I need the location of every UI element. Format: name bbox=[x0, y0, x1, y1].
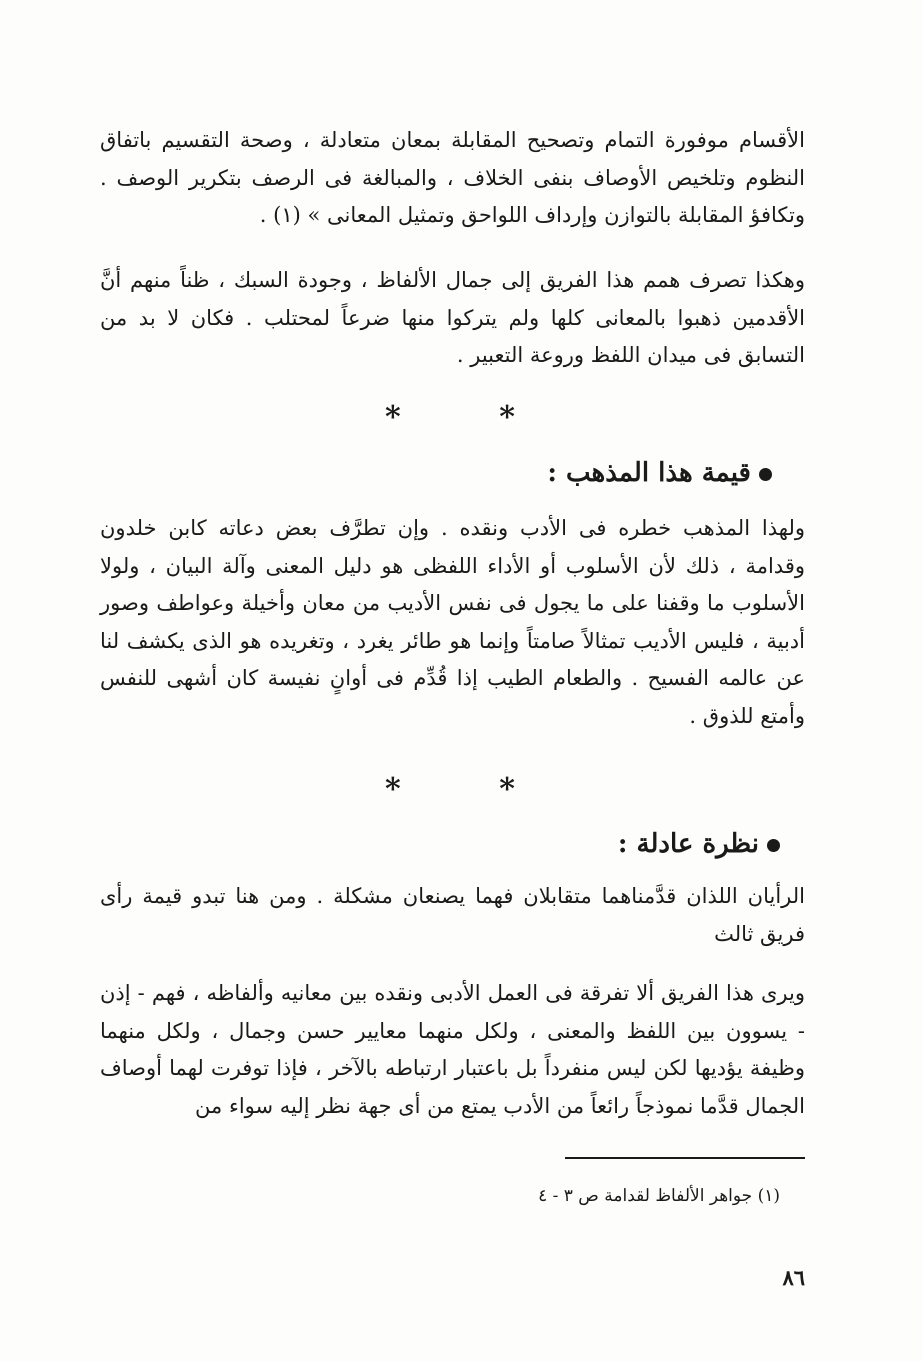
paragraph-intro: الأقسام موفورة التمام وتصحيح المقابلة بمعان متعادلة ، وصحة التقسيم باتفاق النظوم وتلخيص الأوصاف بنفى الخلاف ، والمبالغة فى الرصف بتكرير الوصف . وتكافؤ المقابلة بالتوازن وإرداف اللواحق وتمثيل المعانى » (١) . bbox=[100, 128, 805, 227]
paragraph-hakadha: وهكذا تصرف همم هذا الفريق إلى جمال الألفاظ ، وجودة السبك ، ظناً منهم أنَّ الأقدمين ذهبوا بالمعانى كلها ولم يتركوا منها ضرعاً لمحتلب . فكان لا بد من التسابق فى ميدان اللفظ وروعة التعبير . bbox=[100, 268, 805, 367]
section-separator-1 bbox=[385, 400, 515, 435]
footnote-divider bbox=[565, 1157, 805, 1159]
section-separator-2 bbox=[385, 772, 515, 807]
asterisk-icon: * bbox=[385, 400, 401, 435]
paragraph-value: ولهذا المذهب خطره فى الأدب ونقده . وإن تطرَّف بعض دعاته كابن خلدون وقدامة ، ذلك لأن الأسلوب أو الأداء اللفظى هو دليل المعنى وآلة البيان ، ولولا الأسلوب ما وقفنا على ما يجول فى نفس الأديب من معان وأخيلة وعواطف وصور أدبية ، فليس الأديب تمثالاً صامتاً وإنما هو طائر يغرد ، وتغريده هو الذى يكشف لنا عن عالمه الفسيح . والطعام الطيب إذا قُدِّم فى أوانٍ نفيسة كان أشهى للنفس وأمتع للذوق . bbox=[100, 516, 805, 728]
heading-value-of-school: قيمة هذا المذهب : bbox=[400, 455, 772, 491]
asterisk-icon: * bbox=[385, 772, 401, 807]
asterisk-icon: * bbox=[499, 400, 515, 435]
footnote: (١) جواهر الألفاظ لقدامة ص ٣ - ٤ bbox=[538, 1186, 780, 1206]
bullet-icon bbox=[767, 839, 780, 852]
bullet-icon bbox=[759, 468, 772, 481]
paragraph-third-group: ويرى هذا الفريق ألا تفرقة فى العمل الأدبى ونقده بين معانيه وألفاظه ، فهم - إذن - يسوون بين اللفظ والمعنى ، ولكل منهما معايير حسن وجمال ، ولكل منهما وظيفة يؤديها لكن ليس منفرداً بل باعتبار ارتباطه بالآخر ، فإذا توفرت لهما أوصاف الجمال قدَّما نموذجاً رائعاً من الأدب يمتع من أى جهة نظر إليه سواء من bbox=[100, 981, 805, 1118]
paragraph-fair: الرأيان اللذان قدَّمناهما متقابلان فهما يصنعان مشكلة . ومن هنا تبدو قيمة رأى فريق ثالث bbox=[100, 884, 805, 946]
page-number: ٨٦ bbox=[782, 1265, 805, 1290]
asterisk-icon: * bbox=[499, 772, 515, 807]
heading-fair-view: نظرة عادلة : bbox=[450, 826, 780, 862]
